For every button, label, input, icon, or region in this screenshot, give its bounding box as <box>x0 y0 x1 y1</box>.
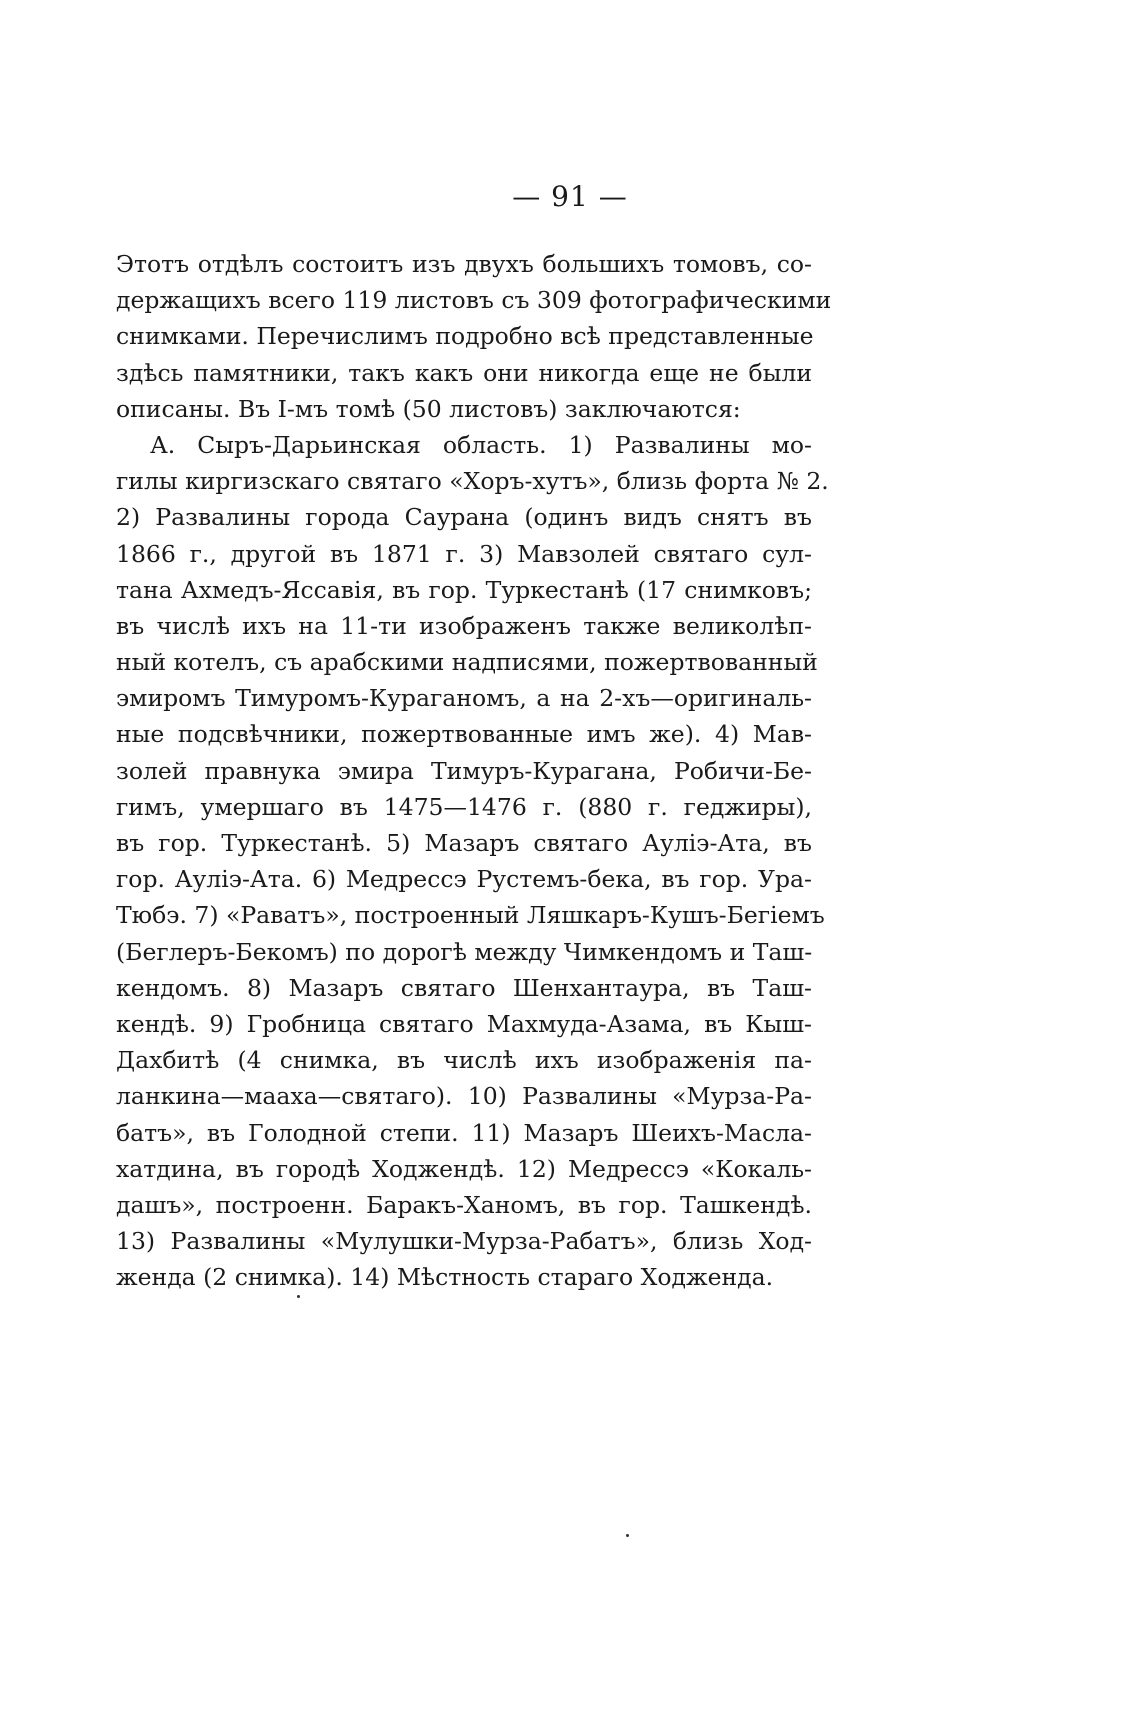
text-line: женда (2 снимка). 14) Мѣстность стараго Ходженда. <box>116 1263 774 1292</box>
text-line: 1866 г., другой въ 1871 г. 3) Мавзолей святаго сул- <box>116 539 812 568</box>
text-line: А. Сыръ-Дарьинская область. 1) Развалины мо- <box>150 430 812 459</box>
text-line: батъ», въ Голодной степи. 11) Мазаръ Шеихъ-Масла- <box>116 1118 812 1147</box>
text-line: описаны. Въ I-мъ томѣ (50 листовъ) заключаются: <box>116 394 741 423</box>
text-line: ланкина—мааха—святаго). 10) Развалины «Мурза-Ра- <box>116 1082 812 1111</box>
text-line: Тюбэ. 7) «Раватъ», построенный Ляшкаръ-Кушъ-Бегiемъ <box>116 901 825 930</box>
text-line: держащихъ всего 119 листовъ съ 309 фотографическими <box>116 286 832 315</box>
text-line: хатдина, въ городѣ Ходжендѣ. 12) Медрессэ «Кокаль- <box>116 1154 812 1183</box>
text-line: снимками. Перечислимъ подробно всѣ представленные <box>116 322 814 351</box>
text-line: эмиромъ Тимуромъ-Кураганомъ, а на 2-хъ—оригиналь- <box>116 684 812 713</box>
paper-speck <box>626 1534 629 1537</box>
text-line: (Беглеръ-Бекомъ) по дорогѣ между Чимкендомъ и Таш- <box>116 937 813 966</box>
text-line: въ гор. Туркестанѣ. 5) Мазаръ святаго Аулiэ-Ата, въ <box>116 829 812 857</box>
text-line: въ числѣ ихъ на 11-ти изображенъ также великолѣп- <box>116 611 812 640</box>
text-line: ные подсвѣчники, пожертвованные имъ же). 4) Мав- <box>116 720 812 749</box>
text-line: кендѣ. 9) Гробница святаго Махмуда-Азама, въ Кыш- <box>116 1009 812 1038</box>
text-line: ный котелъ, съ арабскими надписями, пожертвованный <box>116 648 818 677</box>
text-line: 13) Развалины «Мулушки-Мурза-Рабатъ», близь Ход- <box>116 1227 812 1256</box>
text-line: гилы киргизскаго святаго «Хоръ-хутъ», близь форта № 2. <box>116 467 829 496</box>
text-line: гимъ, умершаго въ 1475—1476 г. (880 г. геджиры), <box>116 792 812 821</box>
text-line: золей правнука эмира Тимуръ-Курагана, Робичи-Бе- <box>116 756 812 785</box>
paper-speck <box>297 1295 300 1298</box>
text-line: кендомъ. 8) Мазаръ святаго Шенхантаура, въ Таш- <box>116 973 812 1002</box>
body-text <box>116 246 832 1295</box>
text-line: 2) Развалины города Саурана (одинъ видъ снятъ въ <box>116 503 812 532</box>
text-line: Дахбитѣ (4 снимка, въ числѣ ихъ изображенiя па- <box>116 1046 812 1075</box>
page-number: — 91 — <box>512 180 628 213</box>
text-line: Этотъ отдѣлъ состоитъ изъ двухъ большихъ томовъ, со- <box>116 250 812 278</box>
text-line: дашъ», построенн. Баракъ-Ханомъ, въ гор. Ташкендѣ. <box>116 1190 812 1219</box>
text-line: тана Ахмедъ-Яссавія, въ гор. Туркестанѣ (17 снимковъ; <box>116 575 812 604</box>
text-line: здѣсь памятники, такъ какъ они никогда еще не были <box>116 358 812 387</box>
text-line: гор. Аулiэ-Ата. 6) Медрессэ Рустемъ-бека, въ гор. Ура- <box>116 865 812 894</box>
